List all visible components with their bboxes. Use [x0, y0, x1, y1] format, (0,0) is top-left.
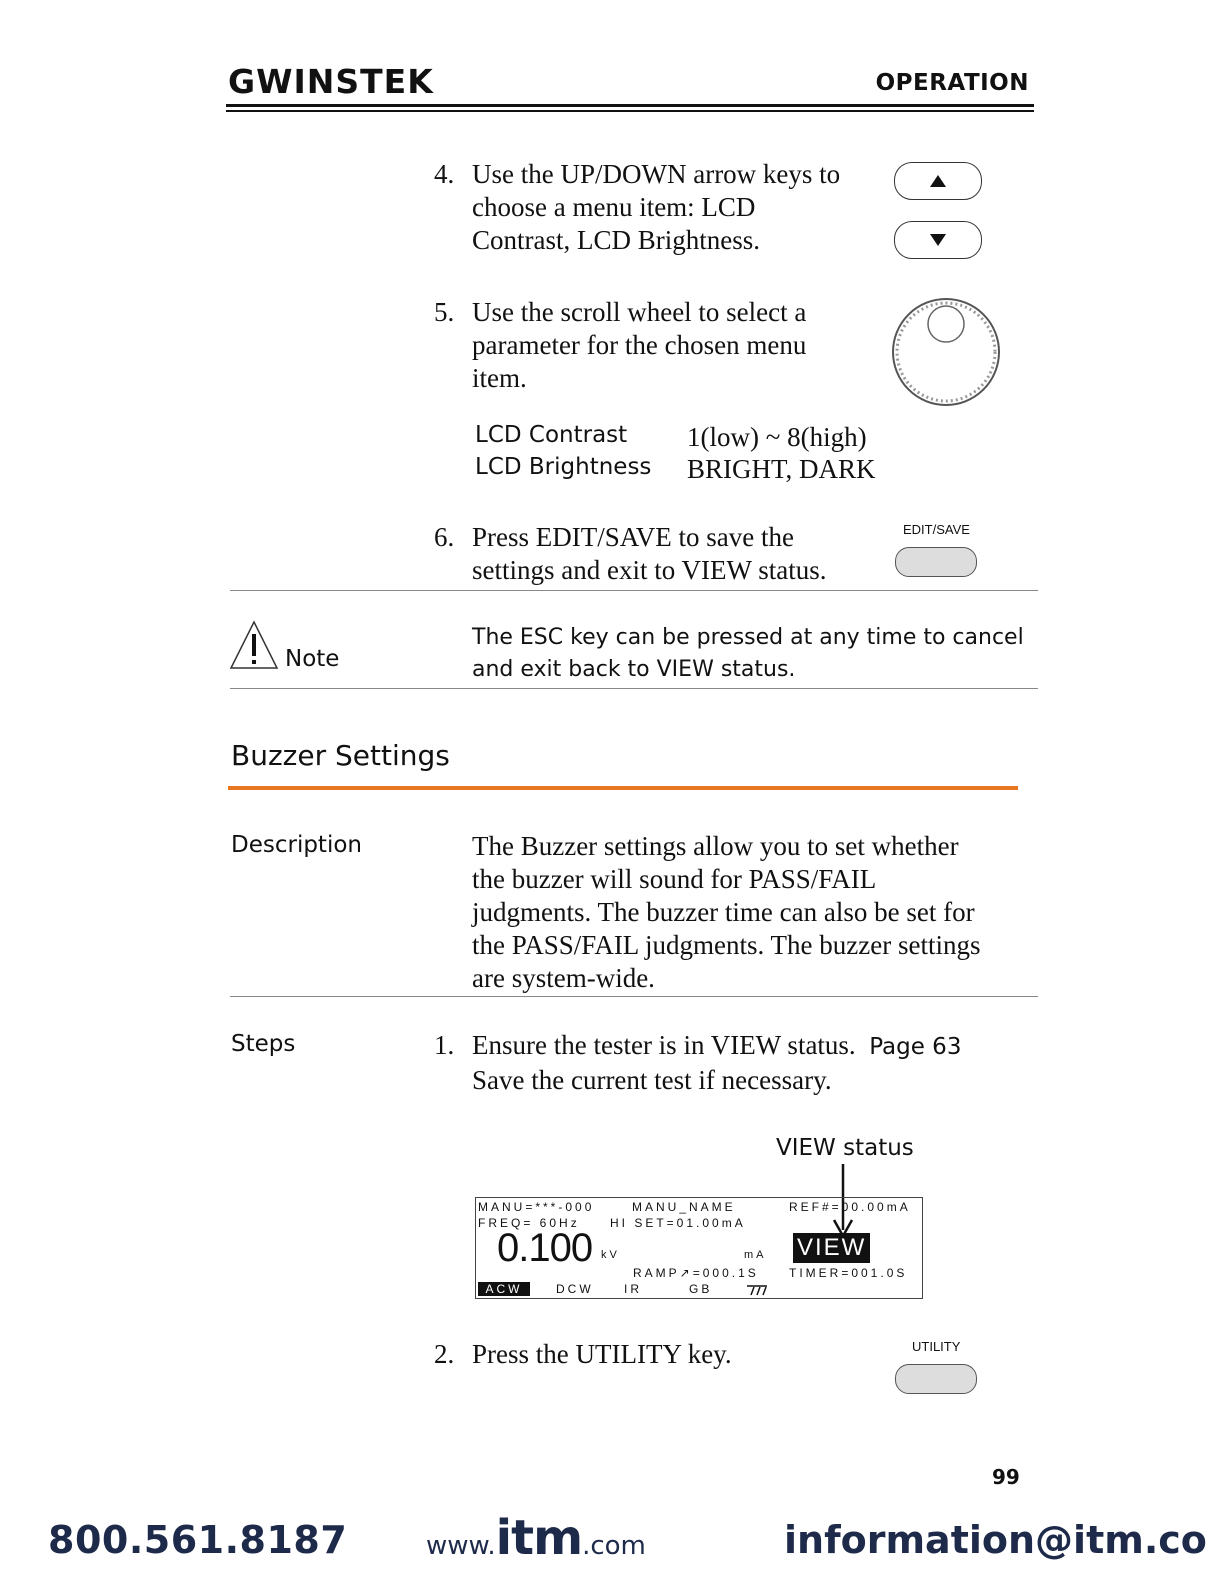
step-number: 1. [434, 1030, 455, 1060]
footer-web-prefix: www. [426, 1531, 496, 1561]
step1-line: Save the current test if necessary. [472, 1065, 832, 1095]
brand-logo: GWINSTEK [228, 62, 434, 101]
lcd-ramp: RAMP↗=000.1S [633, 1266, 759, 1280]
header-rule-thin [226, 110, 1034, 112]
param-name: LCD Contrast [475, 422, 628, 448]
description-line: the PASS/FAIL judgments. The buzzer settings [472, 930, 981, 960]
lcd-timer: TIMER=001.0S [789, 1266, 908, 1280]
step-number: 5. [434, 297, 455, 327]
lcd-mode-ir: IR [624, 1282, 642, 1296]
lcd-voltage-unit: kV [601, 1249, 620, 1261]
step-number: 4. [434, 159, 455, 189]
buzzer-step1-text [472, 1029, 961, 1097]
step4-line: choose a menu item: LCD [472, 192, 756, 222]
scroll-wheel-icon[interactable] [890, 296, 1002, 408]
down-arrow-icon [929, 233, 947, 247]
section-title: Buzzer Settings [231, 739, 450, 772]
note-line: and exit back to VIEW status. [472, 657, 796, 682]
up-arrow-key[interactable] [894, 162, 982, 200]
utility-label: UTILITY [912, 1339, 961, 1354]
description-line: The Buzzer settings allow you to set whether [472, 831, 959, 861]
lcd-ref: REF#=00.00mA [789, 1200, 911, 1214]
footer-phone[interactable]: 800.561.8187 [48, 1518, 348, 1562]
step-number: 2. [434, 1339, 455, 1369]
lcd-mode-dcw: DCW [556, 1282, 594, 1296]
note-text [472, 622, 1024, 686]
footer-email[interactable]: information@itm.co [784, 1518, 1207, 1562]
title-underline [228, 786, 1018, 790]
step5-text [472, 296, 806, 395]
steps-label: Steps [231, 1031, 296, 1057]
lcd-mode-gb: GB [689, 1282, 713, 1296]
param-value: BRIGHT, DARK [687, 454, 876, 484]
page-reference-link[interactable]: Page 63 [869, 1034, 962, 1060]
note-line: The ESC key can be pressed at any time to cancel [472, 625, 1024, 650]
description-line: are system-wide. [472, 963, 655, 993]
lcd-manu-name: MANU_NAME [632, 1200, 736, 1214]
view-status-callout: VIEW status [776, 1135, 914, 1161]
utility-button[interactable] [895, 1364, 977, 1394]
page-number: 99 [992, 1465, 1020, 1489]
step4-line: Use the UP/DOWN arrow keys to [472, 159, 841, 189]
footer-web-suffix: .com [582, 1531, 646, 1561]
warning-icon [229, 620, 279, 670]
step6-line: Press EDIT/SAVE to save the [472, 522, 794, 552]
step4-line: Contrast, LCD Brightness. [472, 225, 760, 255]
ground-icon [746, 1284, 768, 1296]
step5-line: Use the scroll wheel to select a [472, 297, 807, 327]
step6-line: settings and exit to VIEW status. [472, 555, 827, 585]
divider [230, 688, 1038, 689]
footer-web-brand: itm [495, 1510, 583, 1566]
step5-line: parameter for the chosen menu [472, 330, 807, 360]
divider [230, 996, 1038, 997]
lcd-display [475, 1197, 923, 1299]
lcd-hi-set: HI SET=01.00mA [610, 1216, 746, 1230]
step6-text [472, 521, 826, 587]
lcd-mode-acw: ACW [478, 1282, 530, 1296]
section-heading: OPERATION [875, 70, 1029, 96]
param-name: LCD Brightness [475, 454, 652, 480]
buzzer-step2-text: Press the UTILITY key. [472, 1339, 732, 1369]
lcd-freq: FREQ= 60Hz [478, 1216, 580, 1230]
up-arrow-icon [929, 174, 947, 188]
edit-save-button[interactable] [895, 547, 977, 577]
description-line: the buzzer will sound for PASS/FAIL [472, 864, 877, 894]
edit-save-label: EDIT/SAVE [903, 522, 970, 537]
lcd-view-status: VIEW [793, 1233, 870, 1263]
step1-line: Ensure the tester is in VIEW status. [472, 1030, 856, 1060]
param-value: 1(low) ~ 8(high) [687, 422, 867, 452]
description-line: judgments. The buzzer time can also be set for [472, 897, 975, 927]
divider [230, 590, 1038, 591]
description-label: Description [231, 832, 362, 858]
step5-line: item. [472, 363, 527, 393]
lcd-current-unit: mA [744, 1249, 767, 1261]
lcd-voltage: 0.100 [497, 1226, 593, 1270]
down-arrow-key[interactable] [894, 221, 982, 259]
step-number: 6. [434, 522, 455, 552]
note-label: Note [285, 646, 340, 672]
step4-text [472, 158, 840, 257]
footer-website[interactable] [426, 1510, 646, 1566]
lcd-manu: MANU=***-000 [478, 1200, 595, 1214]
description-text [472, 830, 980, 995]
header-rule [226, 104, 1034, 107]
